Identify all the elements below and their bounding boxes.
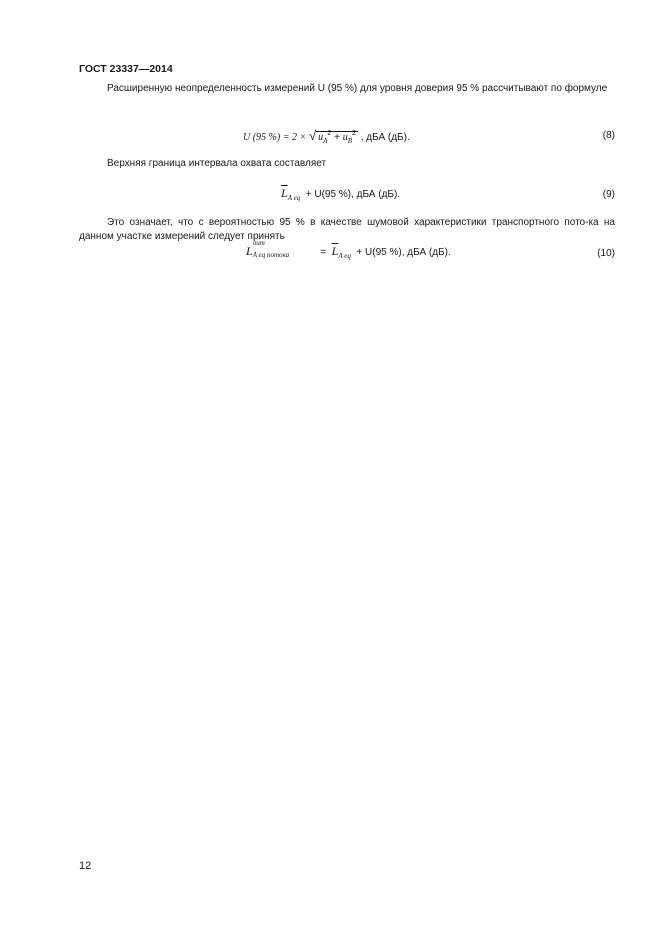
paragraph-text: Это означает, что с вероятностью 95 % в качестве шумовой характеристики транспортного пото-ка на данном участке измерений следует принять (79, 217, 615, 242)
paragraph-text: Верхняя граница интервала охвата составляет (107, 158, 327, 169)
equation-8: U (95 %) = 2 × √ $u_A^2 + u_B^2$ , дБА (дБ). (243, 128, 410, 145)
equation-9-rest: + U(95 %), дБА (дБ). (305, 189, 401, 200)
equation-8-radicand: $u_A^2 + u_B^2$ (318, 130, 356, 145)
paragraph-noise-characteristic (79, 216, 615, 243)
document-header: ГОСТ 23337—2014 (79, 63, 173, 75)
equation-10-number: (10) (597, 248, 615, 259)
page-number: 12 (79, 860, 92, 872)
paragraph-coverage-interval (79, 157, 615, 171)
equation-9-number: (9) (602, 189, 615, 200)
equation-8-unit: , дБА (дБ). (360, 132, 410, 143)
equation-8-number: (8) (602, 130, 615, 141)
equation-9: $\overline{L}_{A eq} + U(95$ %), дБА (дБ). (281, 186, 401, 202)
paragraph-text: Расширенную неопределенность измерений U (95 %) для уровня доверия 95 % рассчитывают по формуле (107, 83, 608, 94)
equation-10: L оит A eq потока = $\overline{L}_{A eq} + U(95$ %), дБА (дБ). (246, 239, 451, 260)
paragraph-expanded-uncertainty (79, 82, 615, 96)
equation-10-rest: + U(95 %), дБА (дБ). (356, 247, 451, 258)
equation-8-lhs: U (95 %) = 2 × (243, 132, 307, 143)
